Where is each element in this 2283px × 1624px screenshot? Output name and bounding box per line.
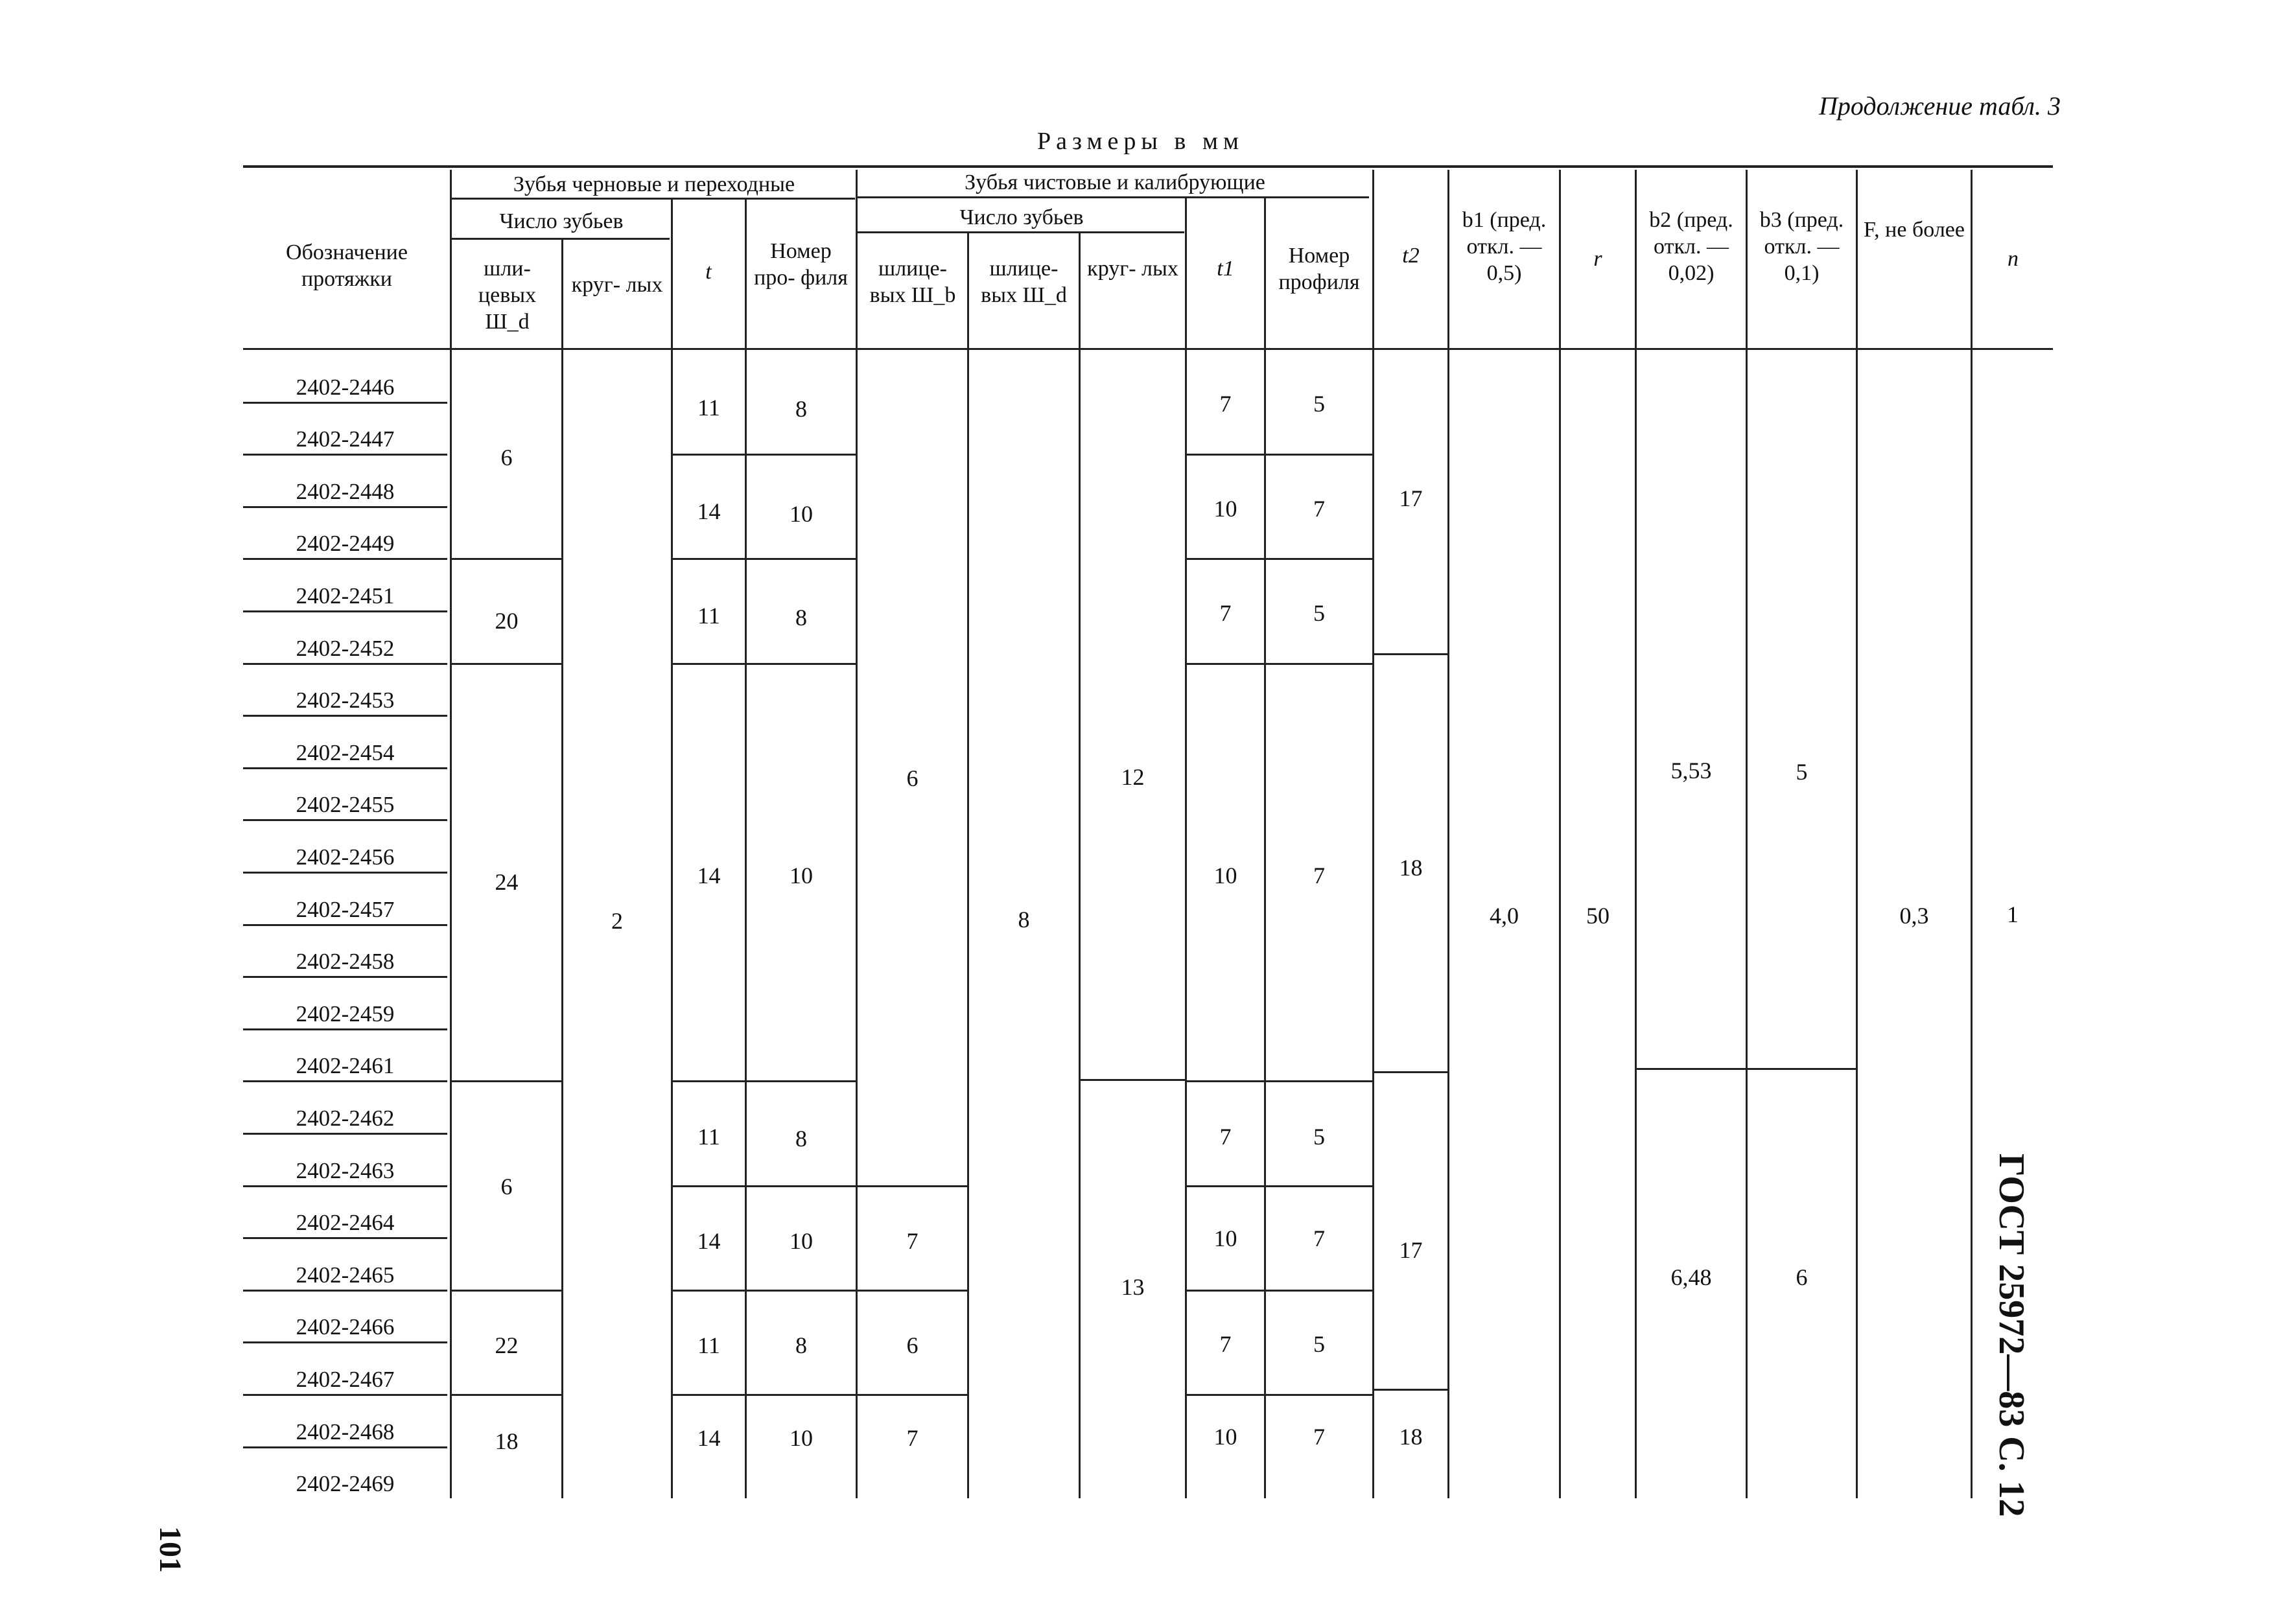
- cell-profile: 8: [795, 1332, 807, 1358]
- cell-t: 14: [697, 863, 721, 888]
- cell-fprofile: 5: [1313, 600, 1325, 626]
- cell-round: 2: [611, 908, 623, 934]
- cell-t: 11: [697, 603, 720, 629]
- sep-t1: [1187, 1080, 1372, 1082]
- header-rough-round: круг- лых: [571, 273, 663, 297]
- cell-fprofile: 5: [1313, 1331, 1325, 1357]
- cell-fprofile: 7: [1313, 1225, 1325, 1251]
- cell-n: 1: [2007, 901, 2019, 927]
- cell-sd: 20: [495, 608, 519, 634]
- cell-sd: 6: [500, 445, 513, 470]
- header-r: r: [1593, 247, 1602, 271]
- cell-profile: 10: [790, 863, 813, 888]
- header-designation: Обозначение протяжки: [286, 240, 408, 291]
- cell-t1: 7: [1219, 1124, 1232, 1150]
- sep-t: [673, 1290, 856, 1292]
- cell-t2: 18: [1399, 855, 1423, 881]
- row-rule: [243, 610, 447, 612]
- header-t: t: [705, 260, 712, 284]
- cell-t2: 17: [1399, 1237, 1423, 1263]
- row-rule: [243, 924, 447, 926]
- cell-b3: 6: [1796, 1264, 1808, 1290]
- designation-row: 2402-2468: [296, 1419, 395, 1444]
- designation-row: 2402-2455: [296, 792, 395, 817]
- header-b2: b2 (пред. откл. —0,02): [1649, 208, 1733, 285]
- designation-row: 2402-2463: [296, 1158, 395, 1183]
- sep-t1: [1187, 1394, 1372, 1396]
- cell-t1: 7: [1219, 391, 1232, 417]
- cell-t: 14: [697, 1228, 721, 1254]
- designation-row: 2402-2457: [296, 897, 395, 922]
- designation-row: 2402-2448: [296, 479, 395, 504]
- header-F: F, не более: [1864, 218, 1965, 242]
- designation-row: 2402-2458: [296, 949, 395, 974]
- header-finish-profile: Номер профиля: [1278, 244, 1360, 294]
- row-rule: [243, 454, 447, 456]
- designation-row: 2402-2462: [296, 1106, 395, 1131]
- row-rule: [243, 819, 447, 821]
- header-finish-spline-b: шлице- вых Ш_b: [869, 257, 956, 307]
- cell-profile: 8: [795, 1126, 807, 1152]
- cell-b3: 5: [1796, 759, 1808, 785]
- cell-b2: 5,53: [1670, 758, 1712, 783]
- cell-profile: 10: [790, 501, 813, 527]
- cell-sd: 6: [500, 1174, 513, 1200]
- sep-t: [673, 1080, 856, 1082]
- header-finish-count: Число зубьев: [959, 205, 1084, 229]
- vline-11: [1447, 170, 1449, 1498]
- sep-sd: [452, 1394, 561, 1396]
- cell-profile: 8: [795, 605, 807, 631]
- row-rule: [243, 1446, 447, 1448]
- header-b1: b1 (пред. откл. —0,5): [1462, 208, 1547, 285]
- cell-b2: 6,48: [1670, 1264, 1712, 1290]
- header-bottom-rule: [243, 348, 2053, 350]
- sep-sd: [452, 1080, 561, 1082]
- cell-fprofile: 5: [1313, 391, 1325, 417]
- cell-sb: 7: [906, 1228, 919, 1254]
- row-rule: [243, 1290, 447, 1292]
- vline-12: [1559, 170, 1561, 1498]
- sep-t: [673, 454, 856, 456]
- cell-t2: 17: [1399, 485, 1423, 511]
- cell-sb: 6: [906, 765, 919, 791]
- vline-16: [1971, 170, 1973, 1498]
- vline-1: [450, 170, 452, 1498]
- header-t1: t1: [1217, 257, 1234, 281]
- sep-sd: [452, 558, 561, 560]
- cell-profile: 8: [795, 396, 807, 422]
- vline-4: [745, 200, 747, 1498]
- cell-t1: 7: [1219, 1331, 1232, 1357]
- cell-t1: 10: [1213, 863, 1237, 888]
- row-rule: [243, 402, 447, 404]
- cell-t1: 10: [1213, 496, 1237, 522]
- designation-row: 2402-2447: [296, 426, 395, 452]
- cell-b1: 4,0: [1490, 903, 1519, 929]
- row-rule: [243, 976, 447, 978]
- row-rule: [243, 1185, 447, 1187]
- designation-row: 2402-2464: [296, 1210, 395, 1235]
- sep-t1: [1187, 1290, 1372, 1292]
- designation-row: 2402-2459: [296, 1001, 395, 1027]
- cell-fsd: 8: [1018, 907, 1030, 933]
- sep-t2: [1374, 1389, 1447, 1391]
- cell-sd: 22: [495, 1332, 519, 1358]
- header-finish-group: Зубья чистовые и калибрующие: [965, 170, 1265, 194]
- sep-t: [673, 558, 856, 560]
- sep-t1: [1187, 454, 1372, 456]
- row-rule: [243, 663, 447, 665]
- designation-row: 2402-2456: [296, 844, 395, 870]
- sep-t1: [1187, 558, 1372, 560]
- sep-t2: [1374, 653, 1447, 655]
- designation-row: 2402-2449: [296, 531, 395, 556]
- cell-t1: 7: [1219, 600, 1232, 626]
- designation-row: 2402-2465: [296, 1262, 395, 1288]
- row-rule: [243, 1028, 447, 1030]
- header-finish-round: круг- лых: [1087, 257, 1178, 281]
- sep-sd: [452, 663, 561, 665]
- cell-fprofile: 5: [1313, 1124, 1325, 1150]
- designation-row: 2402-2453: [296, 688, 395, 713]
- designation-row: 2402-2467: [296, 1367, 395, 1392]
- designation-row: 2402-2454: [296, 740, 395, 765]
- vline-14: [1746, 170, 1748, 1498]
- cell-fr: 13: [1121, 1274, 1145, 1300]
- row-rule: [243, 872, 447, 874]
- vline-5: [856, 170, 858, 1498]
- rule-finish-count: [857, 231, 1184, 233]
- designation-row: 2402-2446: [296, 375, 395, 400]
- row-rule: [243, 1341, 447, 1343]
- sep-fr: [1081, 1079, 1185, 1081]
- vline-7: [1079, 233, 1081, 1498]
- header-t2: t2: [1402, 244, 1420, 268]
- cell-t: 11: [697, 1332, 720, 1358]
- sep-t: [673, 663, 856, 665]
- vline-6: [967, 233, 969, 1498]
- sep-t2: [1374, 1071, 1447, 1073]
- cell-t1: 10: [1213, 1225, 1237, 1251]
- vline-15: [1856, 170, 1858, 1498]
- rule-rough-count: [452, 238, 670, 240]
- sep-t: [673, 1185, 856, 1187]
- cell-sd: 18: [495, 1428, 519, 1454]
- sep-sb: [858, 1185, 967, 1187]
- cell-fprofile: 7: [1313, 863, 1325, 888]
- row-rule: [243, 1080, 447, 1082]
- sep-sb: [858, 1290, 967, 1292]
- sep-sb: [858, 1394, 967, 1396]
- sep-t1: [1187, 1185, 1372, 1187]
- sep-sd: [452, 1290, 561, 1292]
- header-rough-profile: Номер про- филя: [754, 239, 848, 290]
- vline-2: [561, 240, 563, 1498]
- header-rough-count: Число зубьев: [499, 209, 624, 233]
- sep-t: [673, 1394, 856, 1396]
- row-rule: [243, 715, 447, 717]
- cell-fr: 12: [1121, 764, 1145, 790]
- sep-t1: [1187, 663, 1372, 665]
- vline-13: [1635, 170, 1637, 1498]
- designation-row: 2402-2461: [296, 1053, 395, 1078]
- sep-b2-b3: [1637, 1068, 1856, 1070]
- cell-F: 0,3: [1899, 903, 1929, 929]
- designation-row: 2402-2466: [296, 1314, 395, 1340]
- cell-t: 11: [697, 1124, 720, 1150]
- header-rough-group: Зубья черновые и переходные: [513, 172, 795, 196]
- cell-t: 11: [697, 395, 720, 421]
- cell-sb: 6: [906, 1332, 919, 1358]
- header-n: n: [2008, 247, 2019, 271]
- cell-sd: 24: [495, 869, 519, 895]
- row-rule: [243, 506, 447, 508]
- dimensions-caption: Размеры в мм: [1037, 128, 1244, 155]
- cell-t: 14: [697, 1425, 721, 1451]
- cell-fprofile: 7: [1313, 496, 1325, 522]
- row-rule: [243, 1237, 447, 1239]
- vline-10: [1372, 170, 1374, 1498]
- cell-profile: 10: [790, 1425, 813, 1451]
- row-rule: [243, 558, 447, 560]
- page-number: 101: [153, 1526, 187, 1573]
- table-top-rule: [243, 165, 2053, 168]
- header-rough-spline: шли- цевых Ш_d: [478, 257, 537, 334]
- row-rule: [243, 1394, 447, 1396]
- cell-t: 14: [697, 498, 721, 524]
- cell-t1: 10: [1213, 1424, 1237, 1450]
- row-rule: [243, 767, 447, 769]
- designation-row: 2402-2451: [296, 583, 395, 609]
- standard-caption: ГОСТ 25972—83 С. 12: [1991, 1154, 2031, 1517]
- row-rule: [243, 1133, 447, 1135]
- rule-finish-group: [857, 196, 1369, 198]
- cell-t2: 18: [1399, 1424, 1423, 1450]
- cell-r: 50: [1586, 903, 1610, 929]
- continuation-caption: Продолжение табл. 3: [1818, 91, 2061, 121]
- designation-row: 2402-2469: [296, 1471, 395, 1496]
- designation-row: 2402-2452: [296, 636, 395, 661]
- cell-profile: 10: [790, 1228, 813, 1254]
- header-finish-spline-d: шлице- вых Ш_d: [981, 257, 1067, 307]
- cell-sb: 7: [906, 1425, 919, 1451]
- cell-fprofile: 7: [1313, 1424, 1325, 1450]
- header-b3: b3 (пред. откл. —0,1): [1759, 208, 1844, 285]
